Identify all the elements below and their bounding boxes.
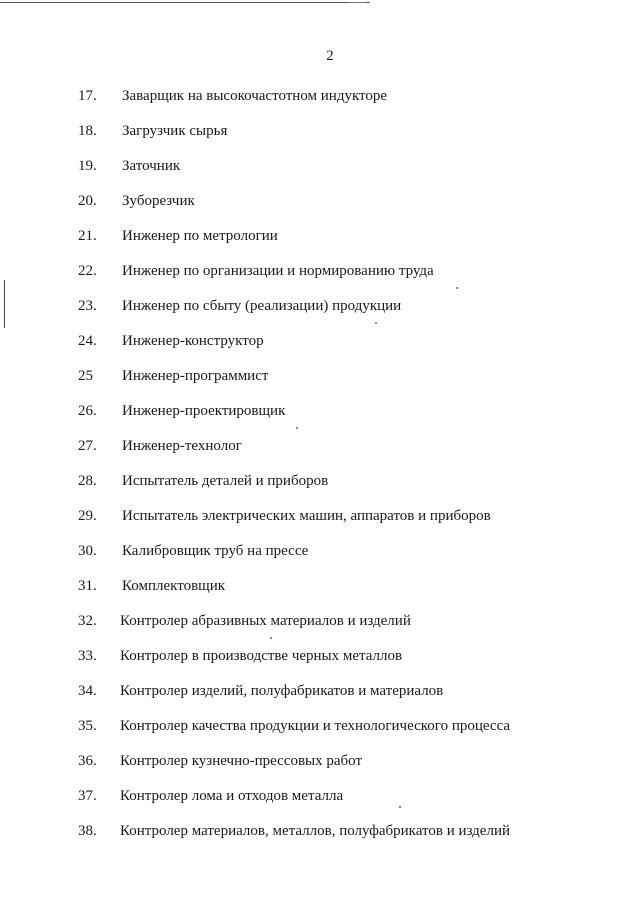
item-text: Испытатель электрических машин, аппаратов и приборов <box>122 508 491 524</box>
item-text: Инженер-программист <box>122 368 269 384</box>
item-number: 21. <box>78 228 97 244</box>
item-text: Калибровщик труб на прессе <box>122 543 309 559</box>
item-number: 38. <box>78 823 97 839</box>
item-text: Контролер изделий, полуфабрикатов и материалов <box>120 683 444 699</box>
page-number: 2 <box>326 48 334 64</box>
item-number: 27. <box>78 438 97 454</box>
item-text: Контролер лома и отходов металла <box>120 788 344 804</box>
scan-speck <box>375 322 377 324</box>
item-text: Контролер качества продукции и технологического процесса <box>120 718 511 734</box>
item-text: Загрузчик сырья <box>122 123 228 139</box>
item-text: Контролер абразивных материалов и изделий <box>120 613 411 629</box>
item-number: 35. <box>78 718 97 734</box>
item-number: 32. <box>78 613 97 629</box>
item-number: 24. <box>78 333 97 349</box>
item-number: 37. <box>78 788 97 804</box>
scan-edge-mark <box>4 280 5 328</box>
item-text: Зуборезчик <box>122 193 195 209</box>
item-text: Контролер материалов, металлов, полуфабрикатов и изделий <box>120 823 510 839</box>
item-number: 22. <box>78 263 97 279</box>
scan-speck <box>399 806 401 808</box>
item-text: Испытатель деталей и приборов <box>122 473 329 489</box>
scan-speck <box>456 287 458 289</box>
item-text: Комплектовщик <box>122 578 226 594</box>
item-number: 19. <box>78 158 97 174</box>
item-number: 31. <box>78 578 97 594</box>
item-text: Инженер-конструктор <box>122 333 264 349</box>
scan-border-mark <box>348 2 366 3</box>
item-text: Инженер-технолог <box>122 438 242 454</box>
scan-speck <box>270 637 272 639</box>
item-number: 34. <box>78 683 97 699</box>
item-text: Инженер по организации и нормированию труда <box>122 263 434 279</box>
item-text: Заточник <box>122 158 181 174</box>
item-text: Контролер в производстве черных металлов <box>120 648 403 664</box>
item-number: 28. <box>78 473 97 489</box>
scan-border-top <box>0 2 370 3</box>
item-number: 36. <box>78 753 97 769</box>
scan-speck <box>296 427 298 429</box>
item-number: 17. <box>78 88 97 104</box>
item-number: 30. <box>78 543 97 559</box>
item-number: 25 <box>78 368 93 384</box>
item-number: 18. <box>78 123 97 139</box>
item-number: 26. <box>78 403 97 419</box>
item-text: Контролер кузнечно-прессовых работ <box>120 753 363 769</box>
item-number: 23. <box>78 298 97 314</box>
item-number: 29. <box>78 508 97 524</box>
item-text: Инженер по сбыту (реализации) продукции <box>122 298 402 314</box>
item-number: 20. <box>78 193 97 209</box>
item-number: 33. <box>78 648 97 664</box>
item-text: Инженер по метрологии <box>122 228 278 244</box>
item-text: Заварщик на высокочастотном индукторе <box>122 88 388 104</box>
item-text: Инженер-проектировщик <box>122 403 286 419</box>
